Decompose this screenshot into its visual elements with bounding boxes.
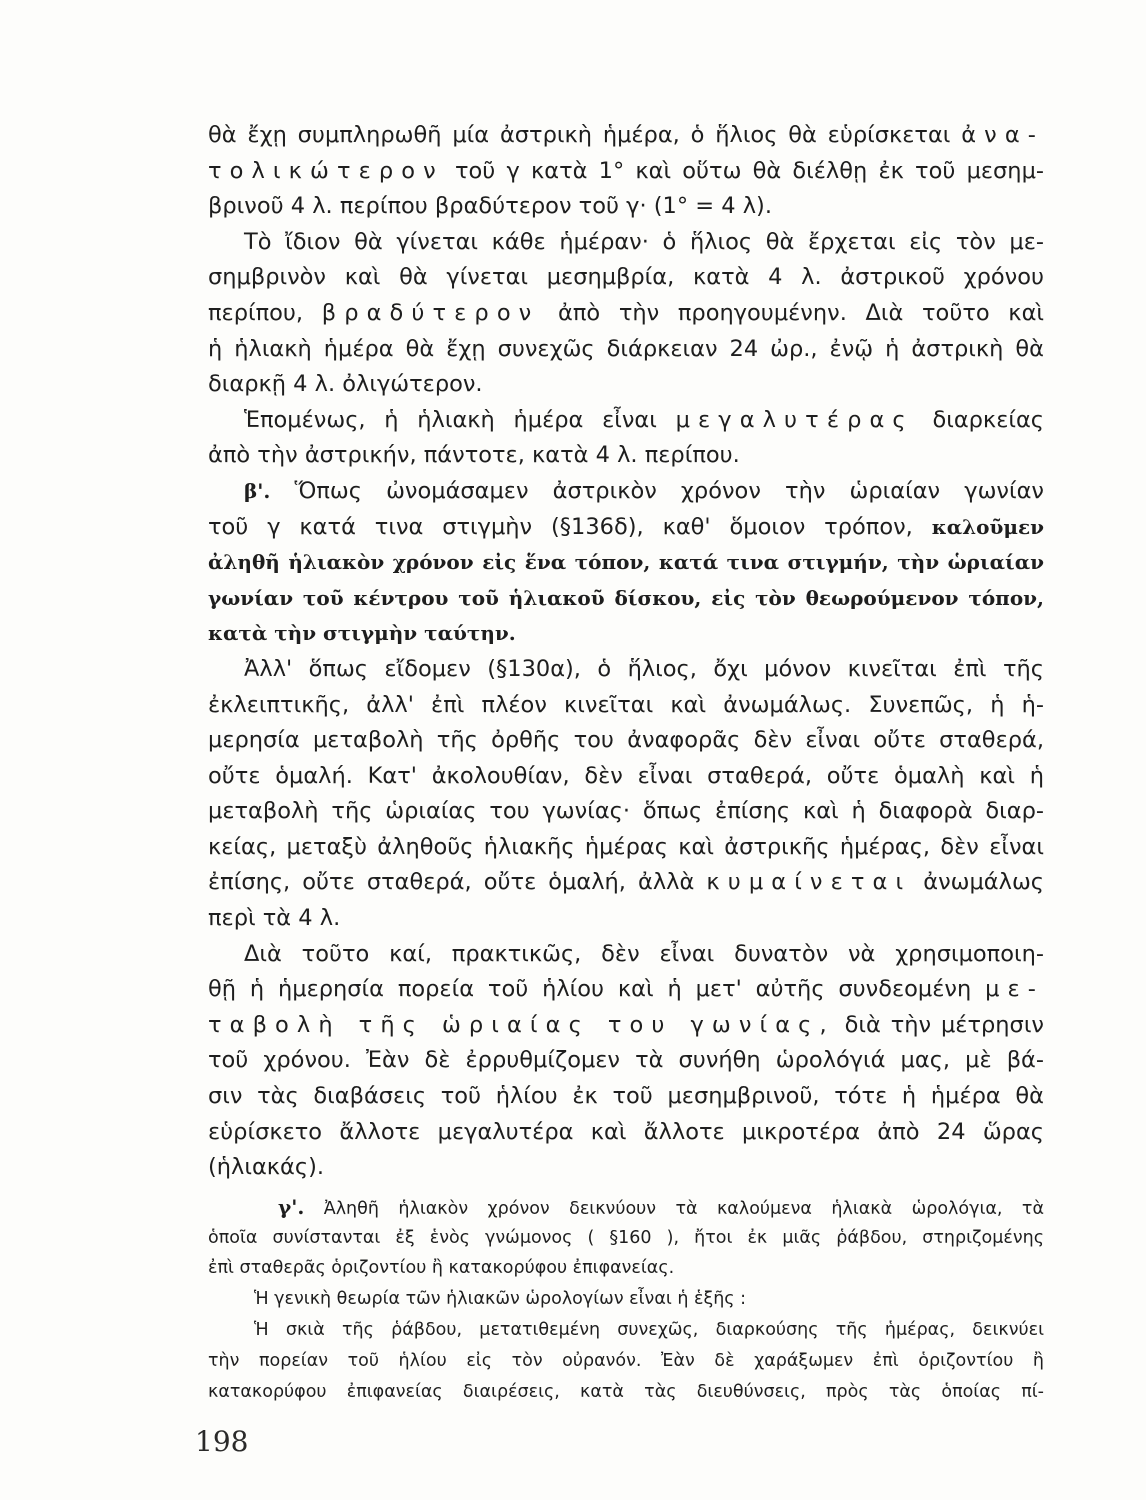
small-print-section — [208, 1192, 1044, 1408]
text-line — [208, 1008, 1044, 1044]
section-marker: β'. — [244, 478, 271, 503]
text-line: ἐκλειπτικῆς, ἀλλ' ἐπὶ πλέον κινεῖται καὶ ἀνωμάλως. Συνεπῶς, ἡ ἡ- — [208, 691, 1044, 718]
main-text — [208, 118, 1044, 1407]
text-run: ἀνωμάλως — [923, 869, 1044, 896]
text-line: σιν τὰς διαβάσεις τοῦ ἡλίου ἐκ τοῦ μεσημβρινοῦ, τότε ἡ ἡμέρα θὰ — [208, 1083, 1044, 1110]
text-line: τοῦ χρόνου. Ἐὰν δὲ ἐρρυθμίζομεν τὰ συνήθη ὡρολόγιά μας, μὲ βά- — [208, 1047, 1044, 1074]
text-line — [208, 403, 1044, 439]
text-line: Διὰ τοῦτο καί, πρακτικῶς, δὲν εἶναι δυνατὸν νὰ χρησιμοποιη- — [244, 940, 1044, 967]
bold-text: καλοῦμεν — [931, 514, 1044, 539]
definition-line: ἀληθῆ ἡλιακὸν χρόνον εἰς ἕνα τόπον, κατά τινα στιγμήν, τὴν ὡριαίαν — [208, 550, 1044, 575]
text-line: οὔτε ὁμαλή. Κατ' ἀκολουθίαν, δὲν εἶναι σταθερά, οὔτε ὁμαλὴ καὶ ἡ — [208, 762, 1044, 789]
text-line: βρινοῦ 4 λ. περίπου βραδύτερον τοῦ γ· (1° = 4 λ). — [208, 193, 772, 220]
text-line: περὶ τὰ 4 λ. — [208, 905, 341, 932]
small-text-line — [208, 1192, 1044, 1223]
page-number: 198 — [195, 1425, 249, 1458]
section-marker: γ'. — [278, 1194, 305, 1219]
text-line: ἡ ἡλιακὴ ἡμέρα θὰ ἔχῃ συνεχῶς διάρκειαν 24 ὠρ., ἐνῷ ἡ ἀστρικὴ θὰ — [208, 335, 1044, 362]
text-line — [208, 154, 1044, 190]
text-run: τοῦ γ κατά τινα στιγμὴν (§136δ), καθ' ὅμοιον τρόπον, — [208, 513, 913, 540]
text-run: διὰ τὴν μέτρησιν — [844, 1011, 1044, 1038]
small-text-line: ἐπὶ σταθερᾶς ὁριζοντίου ἢ κατακορύφου ἐπιφανείας. — [208, 1258, 675, 1279]
text-line — [208, 296, 1044, 332]
text-line — [208, 510, 1044, 546]
text-run: θὰ ἔχῃ συμπληρωθῆ μία ἀστρικὴ ἡμέρα, ὁ ἥλιος θὰ εὑρίσκεται — [208, 122, 951, 148]
small-text-line: Ἡ σκιὰ τῆς ῥάβδου, μετατιθεμένη συνεχῶς, διαρκούσης τῆς ἡμέρας, δεικνύει — [254, 1320, 1044, 1340]
text-line: (ἡλιακάς). — [208, 1154, 325, 1181]
text-run: ἐπίσης, οὔτε σταθερά, οὔτε ὁμαλή, ἀλλὰ — [208, 869, 695, 896]
text-line: διαρκῇ 4 λ. ὀλιγώτερον. — [208, 371, 483, 398]
spaced-text: ἀνα- — [961, 122, 1044, 148]
text-run: Ὅπως ὠνομάσαμεν ἀστρικὸν χρόνον τὴν ὡριαίαν γωνίαν — [294, 477, 1044, 504]
text-line: ἀπὸ τὴν ἀστρικήν, πάντοτε, κατὰ 4 λ. περίπου. — [208, 442, 740, 469]
text-run: θῇ ἡ ἡμερησία πορεία τοῦ ἡλίου καὶ ἡ μετ' αὐτῆς συνδεομένη — [208, 976, 972, 1003]
text-line — [208, 972, 1044, 1008]
spaced-text: κυμαίνεται — [706, 869, 912, 896]
text-line — [208, 865, 1044, 901]
text-line — [208, 118, 1044, 154]
spaced-text: μεγαλυτέρας — [675, 406, 914, 433]
small-text-line: Ἡ γενικὴ θεωρία τῶν ἡλιακῶν ὡρολογίων εἶναι ἡ ἑξῆς : — [254, 1289, 747, 1310]
text-line: μεταβολὴ τῆς ὡριαίας του γωνίας· ὅπως ἐπίσης καὶ ἡ διαφορὰ διαρ- — [208, 798, 1044, 825]
small-text-line: τὴν πορείαν τοῦ ἡλίου εἰς τὸν οὐρανόν. Ἐὰν δὲ χαράξωμεν ἐπὶ ὁριζοντίου ἢ — [208, 1350, 1044, 1371]
text-run: Ἀληθῆ ἡλιακὸν χρόνον δεικνύουν τὰ καλούμενα ἡλιακὰ ὡρολόγια, τὰ — [323, 1198, 1044, 1219]
text-line: Τὸ ἴδιον θὰ γίνεται κάθε ἡμέραν· ὁ ἥλιος θὰ ἔρχεται εἰς τὸν με- — [244, 228, 1044, 255]
text-line: σημβρινὸν καὶ θὰ γίνεται μεσημβρία, κατὰ 4 λ. ἀστρικοῦ χρόνου — [208, 264, 1044, 291]
text-line: κείας, μεταξὺ ἀληθοῦς ἡλιακῆς ἡμέρας καὶ ἀστρικῆς ἡμέρας, δὲν εἶναι — [208, 833, 1044, 860]
text-run: περίπου, — [208, 299, 304, 326]
small-text-line: κατακορύφου ἐπιφανείας διαιρέσεις, κατὰ τὰς διευθύνσεις, πρὸς τὰς ὁποίας πί- — [208, 1381, 1044, 1402]
small-text-line: ὁποῖα συνίστανται ἐξ ἑνὸς γνώμονος ( §160 ), ἤτοι ἐκ μιᾶς ῥάβδου, στηριζομένης — [208, 1227, 1044, 1248]
spaced-text: ταβολὴ τῆς ὡριαίας του γωνίας, — [208, 1011, 835, 1038]
text-line: εὑρίσκετο ἄλλοτε μεγαλυτέρα καὶ ἄλλοτε μικροτέρα ἀπὸ 24 ὥρας — [208, 1118, 1044, 1145]
text-run: τοῦ γ κατὰ 1° καὶ οὕτω θὰ διέλθῃ ἐκ τοῦ μεσημ- — [454, 157, 1044, 184]
text-run: Ἑπομένως, ἡ ἡλιακὴ ἡμέρα εἶναι — [244, 406, 657, 433]
definition-line: γωνίαν τοῦ κέντρου τοῦ ἡλιακοῦ δίσκου, εἰς τὸν θεωρούμενον τόπον, — [208, 585, 1044, 610]
spaced-text: βραδύτερον — [321, 299, 540, 326]
spaced-text: τολικώτερον — [208, 157, 444, 184]
text-line — [208, 474, 1044, 510]
text-run: διαρκείας — [932, 406, 1045, 433]
spaced-text: με- — [985, 976, 1044, 1003]
definition-line: κατὰ τὴν στιγμὴν ταύτην. — [208, 621, 516, 646]
text-line: Ἀλλ' ὅπως εἴδομεν (§130α), ὁ ἥλιος, ὄχι μόνον κινεῖται ἐπὶ τῆς — [244, 655, 1044, 682]
text-line: μερησία μεταβολὴ τῆς ὀρθῆς του ἀναφορᾶς δὲν εἶναι οὔτε σταθερά, — [208, 727, 1044, 754]
text-run: ἀπὸ τὴν προηγουμένην. Διὰ τοῦτο καὶ — [558, 299, 1045, 326]
